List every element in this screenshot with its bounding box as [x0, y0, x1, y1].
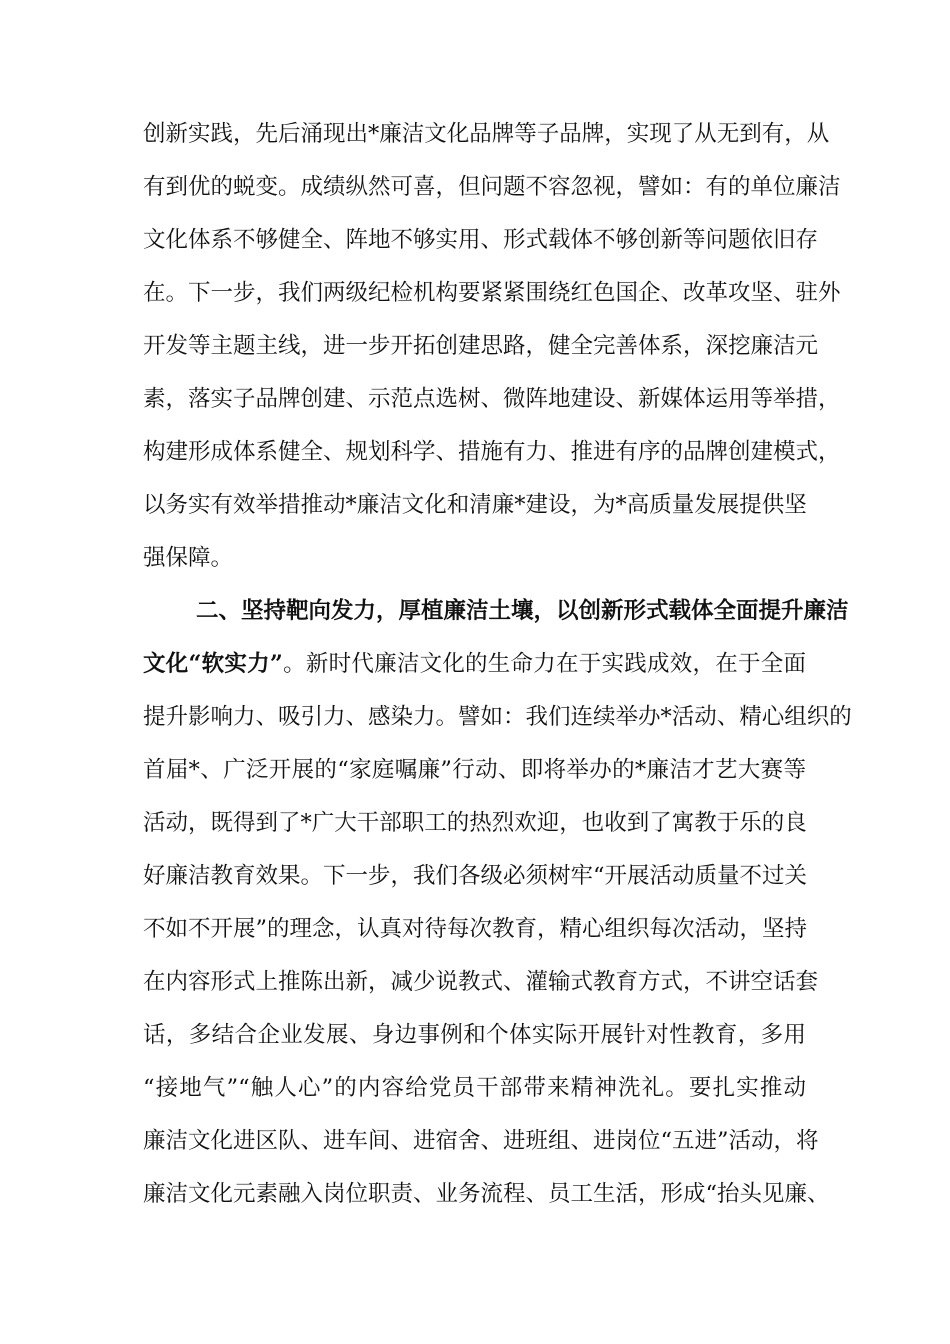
- text-line: 构建形成体系健全、规划科学、措施有力、推进有序的品牌创建模式，: [143, 439, 841, 465]
- text-line: 以务实有效举措推动*廉洁文化和清廉*建设，为*高质量发展提供坚: [143, 492, 807, 518]
- section-heading-end: 文化“软实力”: [143, 651, 283, 677]
- text-line: 提升影响力、吸引力、感染力。譬如：我们连续举办*活动、精心组织的: [143, 704, 852, 730]
- document-body: [143, 108, 852, 1221]
- text-line: 强保障。: [143, 545, 234, 571]
- text-line: [143, 638, 806, 691]
- section-heading: 二、坚持靶向发力，厚植廉洁土壤，以创新形式载体全面提升廉洁: [196, 598, 849, 624]
- text-line: 廉洁文化进区队、进车间、进宿舍、进班组、进岗位“五进”活动，将: [143, 1128, 819, 1154]
- text-line: 有到优的蜕变。成绩纵然可喜，但问题不容忽视，譬如：有的单位廉洁: [143, 174, 841, 200]
- text-line: 话，多结合企业发展、身边事例和个体实际开展针对性教育，多用: [143, 1022, 806, 1048]
- text-line: 首届*、广泛开展的“家庭嘱廉”行动、即将举办的*廉洁才艺大赛等: [143, 757, 806, 783]
- paragraph-1: [143, 108, 841, 585]
- text-line: 活动，既得到了*广大干部职工的热烈欢迎，也收到了寓教于乐的良: [143, 810, 807, 836]
- text-line: 不如不开展”的理念，认真对待每次教育，精心组织每次活动，坚持: [143, 916, 808, 942]
- text-line: 廉洁文化元素融入岗位职责、业务流程、员工生活，形成“抬头见廉、: [143, 1181, 830, 1207]
- text-line: 在内容形式上推陈出新，减少说教式、灌输式教育方式，不讲空话套: [143, 969, 819, 995]
- text-line: 开发等主题主线，进一步开拓创建思路，健全完善体系，深挖廉洁元: [143, 333, 819, 359]
- text-line: 好廉洁教育效果。下一步，我们各级必须树牢“开展活动质量不过关: [143, 863, 808, 889]
- text-line: 文化体系不够健全、阵地不够实用、形式载体不够创新等问题依旧存: [143, 227, 819, 253]
- text-line: 创新实践，先后涌现出*廉洁文化品牌等子品牌，实现了从无到有，从: [143, 121, 830, 147]
- text-line: “接地气”“触人心”的内容给党员干部带来精神洗礼。要扎实推动: [143, 1075, 806, 1101]
- paragraph-2: [143, 585, 852, 1221]
- text-line: 在。下一步，我们两级纪检机构要紧紧围绕红色国企、改革攻坚、驻外: [143, 280, 841, 306]
- text-line: 素，落实子品牌创建、示范点选树、微阵地建设、新媒体运用等举措，: [143, 386, 841, 412]
- text-segment: 。新时代廉洁文化的生命力在于实践成效，在于全面: [282, 651, 806, 677]
